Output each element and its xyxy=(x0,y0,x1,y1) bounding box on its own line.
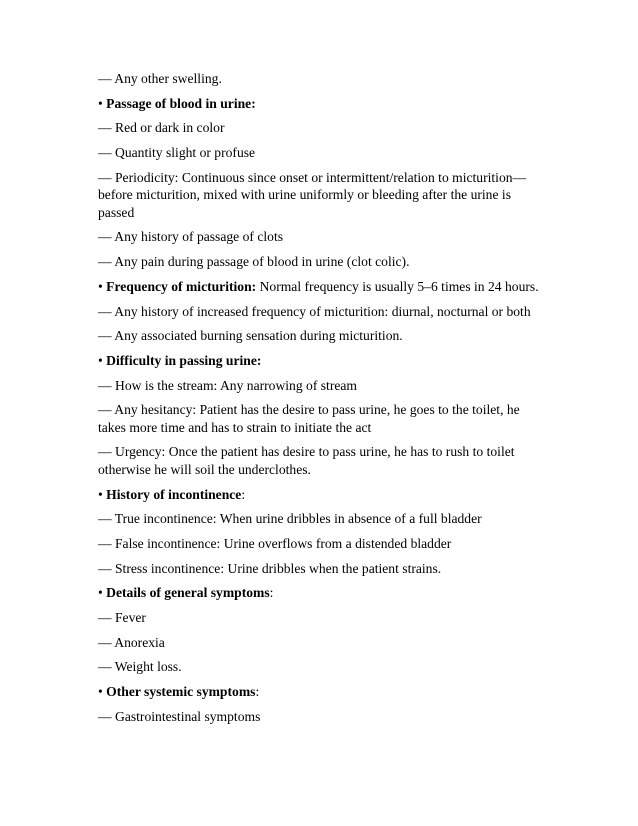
heading-text: Details of general symptoms xyxy=(106,585,270,601)
list-item xyxy=(98,401,543,436)
list-item xyxy=(98,443,543,478)
bullet-marker: • xyxy=(98,352,107,368)
dash-marker: — xyxy=(98,377,115,393)
list-item xyxy=(98,253,543,271)
heading-text: History of incontinence xyxy=(106,486,242,502)
list-item xyxy=(98,228,543,246)
item-text: How is the stream: Any narrowing of stream xyxy=(115,377,357,393)
list-item xyxy=(98,169,543,222)
list-item xyxy=(98,658,543,676)
dash-marker: — xyxy=(98,145,115,161)
bullet-marker: • xyxy=(98,684,107,700)
heading-text: Frequency of micturition: xyxy=(106,278,257,294)
dash-marker: — xyxy=(98,610,115,626)
list-item xyxy=(98,634,543,652)
list-item xyxy=(98,510,543,528)
list-item xyxy=(98,560,543,578)
section-heading xyxy=(98,584,543,602)
dash-marker: — xyxy=(98,254,115,270)
item-text: Urgency: Once the patient has desire to pass urine, he has to rush to toilet otherwise he will soil the underclothes. xyxy=(98,444,515,477)
bullet-marker: • xyxy=(98,585,107,601)
dash-marker: — xyxy=(98,71,115,86)
item-text: Gastrointestinal symptoms xyxy=(115,708,261,724)
bullet-marker: • xyxy=(98,278,107,294)
heading-rest: Normal frequency is usually 5–6 times in 24 hours. xyxy=(256,278,539,294)
dash-marker: — xyxy=(98,659,115,675)
heading-rest: : xyxy=(255,684,260,700)
section-heading xyxy=(98,278,543,296)
list-item xyxy=(98,119,543,137)
item-text: Any history of increased frequency of micturition: diurnal, nocturnal or both xyxy=(114,303,531,319)
heading-text: Difficulty in passing urine: xyxy=(106,352,262,368)
list-item xyxy=(98,303,543,321)
section-heading xyxy=(98,683,543,701)
item-text: Stress incontinence: Urine dribbles when the patient strains. xyxy=(115,560,442,576)
item-text: Red or dark in color xyxy=(115,120,225,136)
bullet-marker: • xyxy=(98,486,107,502)
dash-marker: — xyxy=(98,402,115,418)
heading-text: Other systemic symptoms xyxy=(106,684,256,700)
section-heading xyxy=(98,486,543,504)
item-text: Any history of passage of clots xyxy=(114,229,284,245)
item-text: False incontinence: Urine overflows from a distended bladder xyxy=(115,536,452,551)
dash-marker: — xyxy=(98,444,115,460)
list-item xyxy=(98,708,543,726)
section-heading xyxy=(98,352,543,370)
item-text: Any pain during passage of blood in urine (clot colic). xyxy=(114,254,410,270)
list-item xyxy=(98,327,543,345)
dash-marker: — xyxy=(98,229,115,245)
list-item xyxy=(98,609,543,627)
dash-marker: — xyxy=(98,169,115,185)
dash-marker: — xyxy=(98,303,115,319)
section-heading xyxy=(98,95,543,113)
document-content xyxy=(98,70,543,733)
heading-text: Passage of blood in urine: xyxy=(106,95,256,111)
heading-rest: : xyxy=(241,486,246,502)
item-text: Any associated burning sensation during micturition. xyxy=(114,328,403,344)
dash-marker: — xyxy=(98,120,115,136)
item-text: Any other swelling. xyxy=(114,71,222,86)
dash-marker: — xyxy=(98,328,115,344)
list-item xyxy=(98,144,543,162)
item-text: Periodicity: Continuous since onset or intermittent/relation to micturition—before micturition, mixed with urine uniformly or bleeding after the urine is passed xyxy=(98,169,527,220)
dash-marker: — xyxy=(98,708,115,724)
dash-marker: — xyxy=(98,511,115,527)
list-item xyxy=(98,377,543,395)
heading-rest: : xyxy=(269,585,274,601)
item-text: Any hesitancy: Patient has the desire to pass urine, he goes to the toilet, he takes more time and has to strain to initiate the act xyxy=(98,402,520,435)
item-text: Anorexia xyxy=(114,634,165,650)
bullet-marker: • xyxy=(98,95,107,111)
item-text: True incontinence: When urine dribbles in absence of a full bladder xyxy=(114,511,482,527)
item-text: Weight loss. xyxy=(114,659,182,675)
list-item xyxy=(98,70,543,88)
item-text: Fever xyxy=(115,610,146,626)
dash-marker: — xyxy=(98,536,115,551)
dash-marker: — xyxy=(98,634,115,650)
list-item xyxy=(98,535,543,553)
item-text: Quantity slight or profuse xyxy=(115,145,256,161)
dash-marker: — xyxy=(98,560,115,576)
